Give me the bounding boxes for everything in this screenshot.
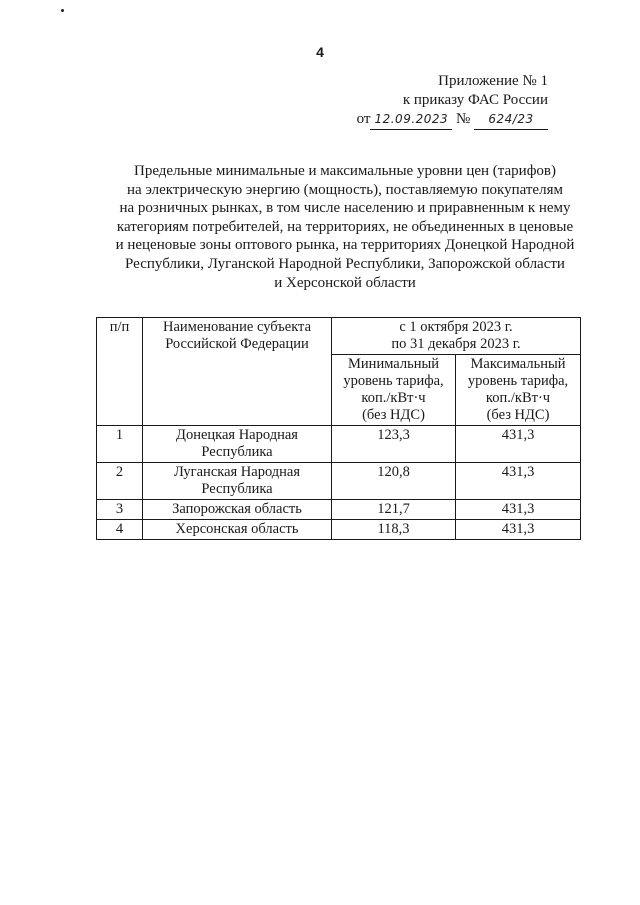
cell-subject-name-line: Республика <box>201 444 273 460</box>
header-max-tariff <box>456 355 581 426</box>
number-prefix: № <box>455 111 471 127</box>
cell-min-tariff: 118,3 <box>332 520 456 540</box>
header-min-tariff <box>332 355 456 426</box>
table-row <box>97 520 581 540</box>
cell-subject-name-line: Луганская Народная <box>173 464 301 480</box>
cell-row-number: 4 <box>97 520 143 540</box>
title-line: Республики, Луганской Народной Республики, Запорожской области <box>125 255 565 272</box>
appendix-header <box>357 72 548 130</box>
cell-row-number: 3 <box>97 500 143 520</box>
cell-subject-name <box>143 426 332 463</box>
order-date-number-line <box>357 110 548 130</box>
table-header-row <box>97 318 581 355</box>
header-subject-name-line: Российской Федерации <box>165 336 309 352</box>
cell-subject-name-line: Донецкая Народная <box>176 427 298 443</box>
title-line: и Херсонской области <box>274 274 416 291</box>
cell-max-tariff: 431,3 <box>456 463 581 500</box>
order-reference: к приказу ФАС России <box>402 92 548 108</box>
date-prefix: от <box>356 111 371 127</box>
scan-speck <box>61 9 64 12</box>
cell-row-number: 1 <box>97 426 143 463</box>
header-min-line: Минимальный <box>348 356 439 372</box>
title-line: на электрическую энергию (мощность), поставляемую покупателям <box>127 181 563 198</box>
page-number: 4 <box>316 44 324 60</box>
table-row <box>97 463 581 500</box>
header-max-line: Максимальный <box>470 356 566 372</box>
header-subject-name <box>143 318 332 426</box>
cell-subject-name-line: Республика <box>201 481 273 497</box>
cell-max-tariff: 431,3 <box>456 520 581 540</box>
cell-subject-name-line: Запорожская область <box>172 501 302 517</box>
handwritten-date: 12.09.2023 <box>370 110 452 130</box>
header-max-line: (без НДС) <box>486 407 550 423</box>
header-max-line: уровень тарифа, <box>467 373 569 389</box>
header-period-line: по 31 декабря 2023 г. <box>391 336 521 352</box>
cell-max-tariff: 431,3 <box>456 426 581 463</box>
cell-subject-name <box>143 463 332 500</box>
document-title <box>110 162 580 292</box>
title-line: Предельные минимальные и максимальные уровни цен (тарифов) <box>133 163 557 179</box>
cell-row-number: 2 <box>97 463 143 500</box>
cell-min-tariff: 120,8 <box>332 463 456 500</box>
cell-min-tariff: 123,3 <box>332 426 456 463</box>
cell-subject-name-line: Херсонская область <box>175 521 299 537</box>
header-min-line: коп./кВт·ч <box>361 390 426 406</box>
title-line: и неценовые зоны оптового рынка, на территориях Донецкой Народной <box>115 237 575 254</box>
header-row-number: п/п <box>97 318 143 426</box>
table-row <box>97 500 581 520</box>
table-row <box>97 426 581 463</box>
header-min-line: (без НДС) <box>362 407 425 423</box>
header-period <box>332 318 581 355</box>
header-period-line: с 1 октября 2023 г. <box>399 319 513 335</box>
appendix-label: Приложение № 1 <box>438 73 548 89</box>
cell-subject-name <box>143 500 332 520</box>
header-max-line: коп./кВт·ч <box>485 390 551 406</box>
cell-max-tariff: 431,3 <box>456 500 581 520</box>
title-line: на розничных рынках, в том числе населению и приравненным к нему <box>119 200 571 217</box>
header-min-line: уровень тарифа, <box>343 373 444 389</box>
cell-min-tariff: 121,7 <box>332 500 456 520</box>
header-subject-name-line: Наименование субъекта <box>162 319 312 335</box>
handwritten-order-number: 624/23 <box>474 110 548 130</box>
title-line: категориям потребителей, на территориях, не объединенных в ценовые <box>116 218 574 235</box>
tariff-table <box>96 317 581 540</box>
cell-subject-name <box>143 520 332 540</box>
